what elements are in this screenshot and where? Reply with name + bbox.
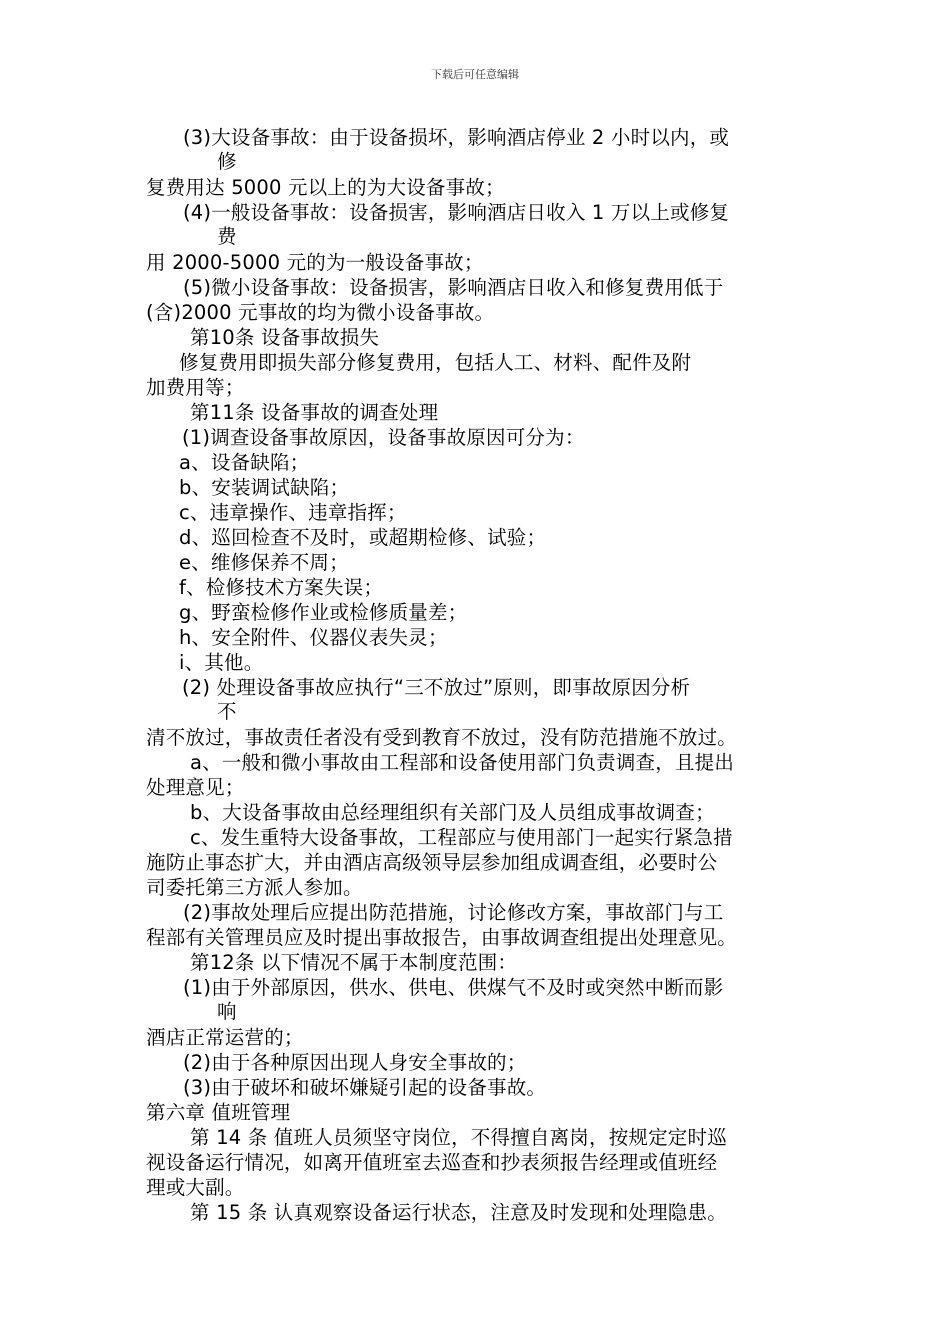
text-line: h、安全附件、仪器仪表失灵； (179, 626, 448, 649)
text-line: 第六章 值班管理 (146, 1101, 291, 1124)
text-line: 第10条 设备事故损失 (190, 326, 380, 349)
text-line: b、大设备事故由总经理组织有关部门及人员组成事故调查； (190, 801, 715, 824)
text-line: (含)2000 元事故的均为微小设备事故。 (146, 301, 495, 324)
text-line: 视设备运行情况，如离开值班室去巡查和抄表须报告经理或值班经 (146, 1151, 718, 1174)
text-line: a、一般和微小事故由工程部和设备使用部门负责调查，且提出 (190, 751, 735, 774)
text-line: (4)一般设备事故：设备损害，影响酒店日收入 1 万以上或修复 (183, 201, 730, 224)
text-line: 处理意见； (146, 776, 245, 799)
text-line: 程部有关管理员应及时提出事故报告，由事故调查组提出处理意见。 (146, 926, 738, 949)
text-line: 响 (217, 1000, 237, 1023)
text-line: (2)事故处理后应提出防范措施，讨论修改方案，事故部门与工 (183, 901, 724, 924)
text-line: (1)调查设备事故原因，设备事故原因可分为： (182, 426, 585, 449)
text-line: 第11条 设备事故的调查处理 (190, 401, 439, 424)
text-line: 理或大副。 (146, 1176, 245, 1199)
text-line: g、野蛮检修作业或检修质量差； (179, 601, 468, 624)
page-header: 下载后可任意编辑 (431, 68, 519, 81)
text-line: 加费用等； (146, 376, 245, 399)
text-line: (1)由于外部原因，供水、供电、供煤气不及时或突然中断而影 (183, 976, 724, 999)
text-line: 第 15 条 认真观察设备运行状态，注意及时发现和处理隐患。 (190, 1201, 727, 1224)
text-line: (2) 处理设备事故应执行“三不放过”原则，即事故原因分析 (182, 676, 691, 699)
text-line: 酒店正常运营的； (146, 1026, 304, 1049)
text-line: 复费用达 5000 元以上的为大设备事故； (146, 176, 505, 199)
text-line: 第12条 以下情况不属于本制度范围： (190, 951, 518, 974)
text-line: 用 2000-5000 元的为一般设备事故； (146, 251, 484, 274)
text-line: 修 (217, 150, 237, 173)
text-line: (2)由于各种原因出现人身安全事故的； (183, 1051, 527, 1074)
text-line: d、巡回检查不及时，或超期检修、试验； (179, 526, 547, 549)
text-line: 修复费用即损失部分修复费用，包括人工、材料、配件及附 (179, 351, 692, 374)
text-line: 施防止事态扩大，并由酒店高级领导层参加组成调查组，必要时公 (146, 851, 718, 874)
text-line: c、违章操作、违章指挥； (179, 501, 407, 524)
text-line: 不 (217, 700, 237, 723)
text-line: b、安装调试缺陷； (179, 476, 350, 499)
text-line: c、发生重特大设备事故，工程部应与使用部门一起实行紧急措 (190, 826, 733, 849)
text-line: f、检修技术方案失误； (179, 576, 384, 599)
text-line: 第 14 条 值班人员须坚守岗位，不得擅自离岗，按规定定时巡 (190, 1126, 727, 1149)
text-line: 清不放过，事故责任者没有受到教育不放过，没有防范措施不放过。 (146, 726, 738, 749)
text-line: (3)大设备事故：由于设备损坏，影响酒店停业 2 小时以内，或 (183, 126, 730, 149)
text-line: a、设备缺陷； (179, 451, 310, 474)
text-line: (3)由于破坏和破坏嫌疑引起的设备事故。 (183, 1076, 547, 1099)
text-line: e、维修保养不周； (179, 551, 349, 574)
text-line: 司委托第三方派人参加。 (146, 876, 363, 899)
text-line: i、其他。 (179, 651, 264, 674)
text-line: (5)微小设备事故：设备损害，影响酒店日收入和修复费用低于 (183, 276, 724, 299)
text-line: 费 (217, 225, 237, 248)
